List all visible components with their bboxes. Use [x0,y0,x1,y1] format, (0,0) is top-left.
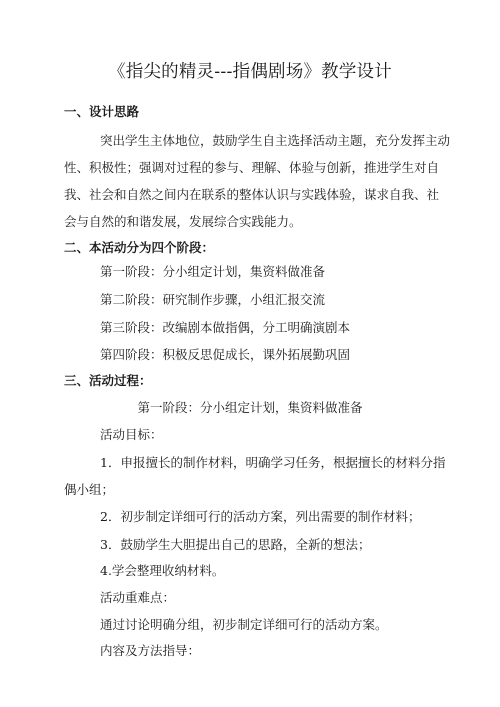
stage-item: 第三阶段：改编剧本做指偶，分工明确演剧本 [100,320,351,335]
goal-item: 2．初步制定详细可行的活动方案，列出需要的制作材料； [100,509,421,524]
key-difficulty-label: 活动重难点： [100,590,176,605]
document-title: 《指尖的精灵---指偶剧场》教学设计 [108,62,392,82]
goal-item: 4.学会整理收纳材料。 [100,563,225,578]
section-heading-activity-process: 三、活动过程： [64,373,152,388]
goal-item: 3．鼓励学生大胆提出自己的思路，全新的想法； [100,537,371,552]
paragraph-line: 性、积极性；强调对过程的参与、理解、体验与创新，推进学生对自 [64,160,440,175]
paragraph-line: 会与自然的和谐发展，发展综合实践能力。 [64,214,302,229]
stage-subheading: 第一阶段：分小组定计划，集资料做准备 [137,400,363,415]
section-heading-design-idea: 一、设计思路 [64,104,140,119]
method-label: 内容及方法指导： [100,643,201,658]
stage-item: 第一阶段：分小组定计划，集资料做准备 [100,264,326,279]
paragraph-line: 突出学生主体地位，鼓励学生自主选择活动主题，充分发挥主动 [100,133,451,148]
goal-item-continuation: 偶小组； [64,482,115,497]
paragraph-line: 我、社会和自然之间内在联系的整体认识与实践体验，谋求自我、社 [64,187,440,202]
section-heading-four-stages: 二、本活动分为四个阶段： [64,240,215,255]
goal-label: 活动目标： [100,427,163,442]
stage-item: 第二阶段：研究制作步骤，小组汇报交流 [100,292,326,307]
stage-item: 第四阶段：积极反思促成长，课外拓展勤巩固 [100,347,351,362]
key-difficulty-text: 通过讨论明确分组，初步制定详细可行的活动方案。 [100,617,388,632]
goal-item: 1．申报擅长的制作材料，明确学习任务，根据擅长的材料分指 [100,455,446,470]
